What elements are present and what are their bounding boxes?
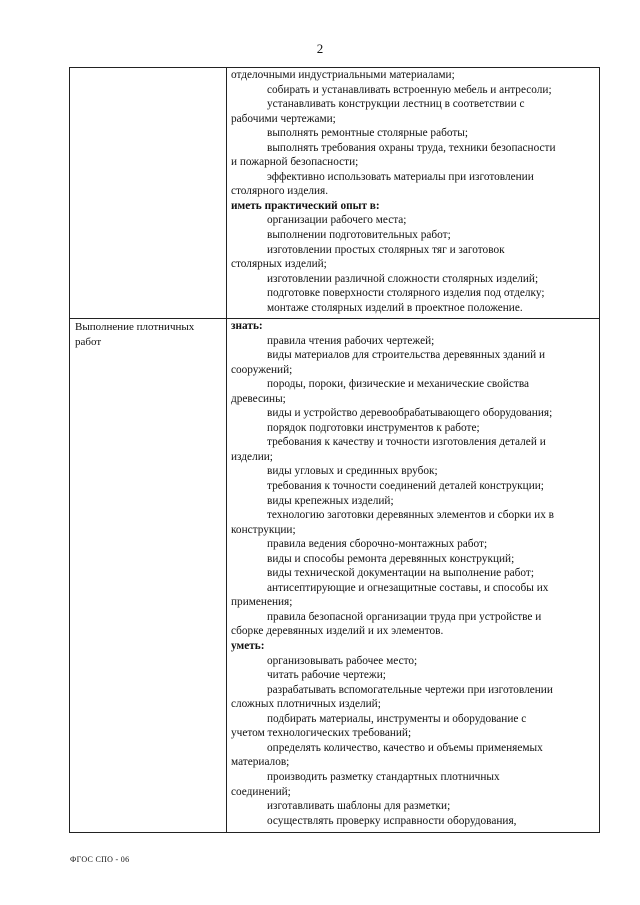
text-line: виды угловых и срединных врубок; (267, 465, 438, 478)
text-line: монтаже столярных изделий в проектное положение. (267, 301, 523, 314)
text-line: породы, пороки, физические и механические свойства (267, 378, 530, 391)
text-line: и пожарной безопасности; (231, 156, 359, 169)
module-label (70, 68, 226, 69)
text-line: собирать и устанавливать встроенную мебель и антресоли; (267, 83, 552, 96)
text-line: рабочими чертежами; (231, 112, 336, 125)
text-line: эффективно использовать материалы при изготовлении (267, 170, 534, 183)
text-line: виды и устройство деревообрабатывающего оборудования; (267, 407, 553, 420)
module-label: Выполнение плотничных работ (75, 321, 195, 348)
text-line: организовывать рабочее место; (267, 654, 418, 667)
section-heading: иметь практический опыт в: (231, 199, 380, 212)
text-line: древесины; (231, 392, 286, 405)
text-line: учетом технологических требований; (231, 727, 412, 740)
text-line: осуществлять проверку исправности оборудования, (267, 814, 517, 827)
text-line: изготовлении различной сложности столярных изделий; (267, 272, 539, 285)
requirements-cell (227, 68, 600, 319)
module-cell (70, 319, 227, 833)
text-line: сборке деревянных изделий и их элементов. (231, 625, 444, 638)
document-footer-code: ФГОС СПО - 06 (70, 855, 130, 864)
text-line: правила ведения сборочно-монтажных работ; (267, 538, 488, 551)
text-line: устанавливать конструкции лестниц в соответствии с (267, 98, 525, 111)
text-line: применения; (231, 596, 293, 609)
text-line: разрабатывать вспомогательные чертежи при изготовлении (267, 683, 553, 696)
text-line: столярных изделий; (231, 258, 327, 271)
text-line: изготавливать шаблоны для разметки; (267, 800, 451, 813)
page-number: 2 (316, 41, 324, 56)
text-line: технологию заготовки деревянных элементов и сборки их в (267, 509, 555, 522)
text-line: сооружений; (231, 363, 293, 376)
text-line: виды материалов для строительства деревянных зданий и (267, 349, 546, 362)
text-line: правила безопасной организации труда при устройстве и (267, 610, 542, 623)
text-line: выполнять требования охраны труда, техники безопасности (267, 141, 556, 154)
text-line: виды и способы ремонта деревянных конструкций; (267, 552, 515, 565)
competency-table (69, 67, 600, 833)
text-line: виды технической документации на выполнение работ; (267, 567, 534, 580)
text-line: конструкции; (231, 523, 296, 536)
section-heading: уметь: (231, 640, 265, 653)
text-line: организации рабочего места; (267, 214, 407, 227)
table-row (70, 319, 600, 833)
text-line: требования к качеству и точности изготовления деталей и (267, 436, 546, 449)
text-line: читать рабочие чертежи; (267, 669, 386, 682)
text-line: изделии; (231, 450, 273, 463)
requirements-text (227, 68, 599, 315)
text-line: виды крепежных изделий; (267, 494, 394, 507)
requirements-cell (227, 319, 600, 833)
text-line: столярного изделия. (231, 185, 329, 198)
module-cell (70, 68, 227, 319)
text-line: выполнении подготовительных работ; (267, 229, 451, 242)
text-line: порядок подготовки инструментов к работе; (267, 421, 480, 434)
requirements-text (227, 319, 599, 828)
text-line: требования к точности соединений деталей конструкции; (267, 480, 544, 493)
text-line: определять количество, качество и объемы применяемых (267, 741, 543, 754)
table-row (70, 68, 600, 319)
text-line: отделочными индустриальными материалами; (231, 69, 455, 81)
text-line: правила чтения рабочих чертежей; (267, 334, 435, 347)
text-line: материалов; (231, 756, 290, 769)
text-line: подбирать материалы, инструменты и оборудование с (267, 712, 527, 725)
text-line: соединений; (231, 785, 291, 798)
text-line: изготовлении простых столярных тяг и заготовок (267, 243, 505, 256)
text-line: антисептирующие и огнезащитные составы, и способы их (267, 581, 549, 594)
text-line: выполнять ремонтные столярные работы; (267, 127, 469, 140)
text-line: подготовке поверхности столярного изделия под отделку; (267, 287, 545, 300)
section-heading: знать: (231, 320, 263, 332)
text-line: производить разметку стандартных плотничных (267, 770, 500, 783)
text-line: сложных плотничных изделий; (231, 698, 381, 711)
